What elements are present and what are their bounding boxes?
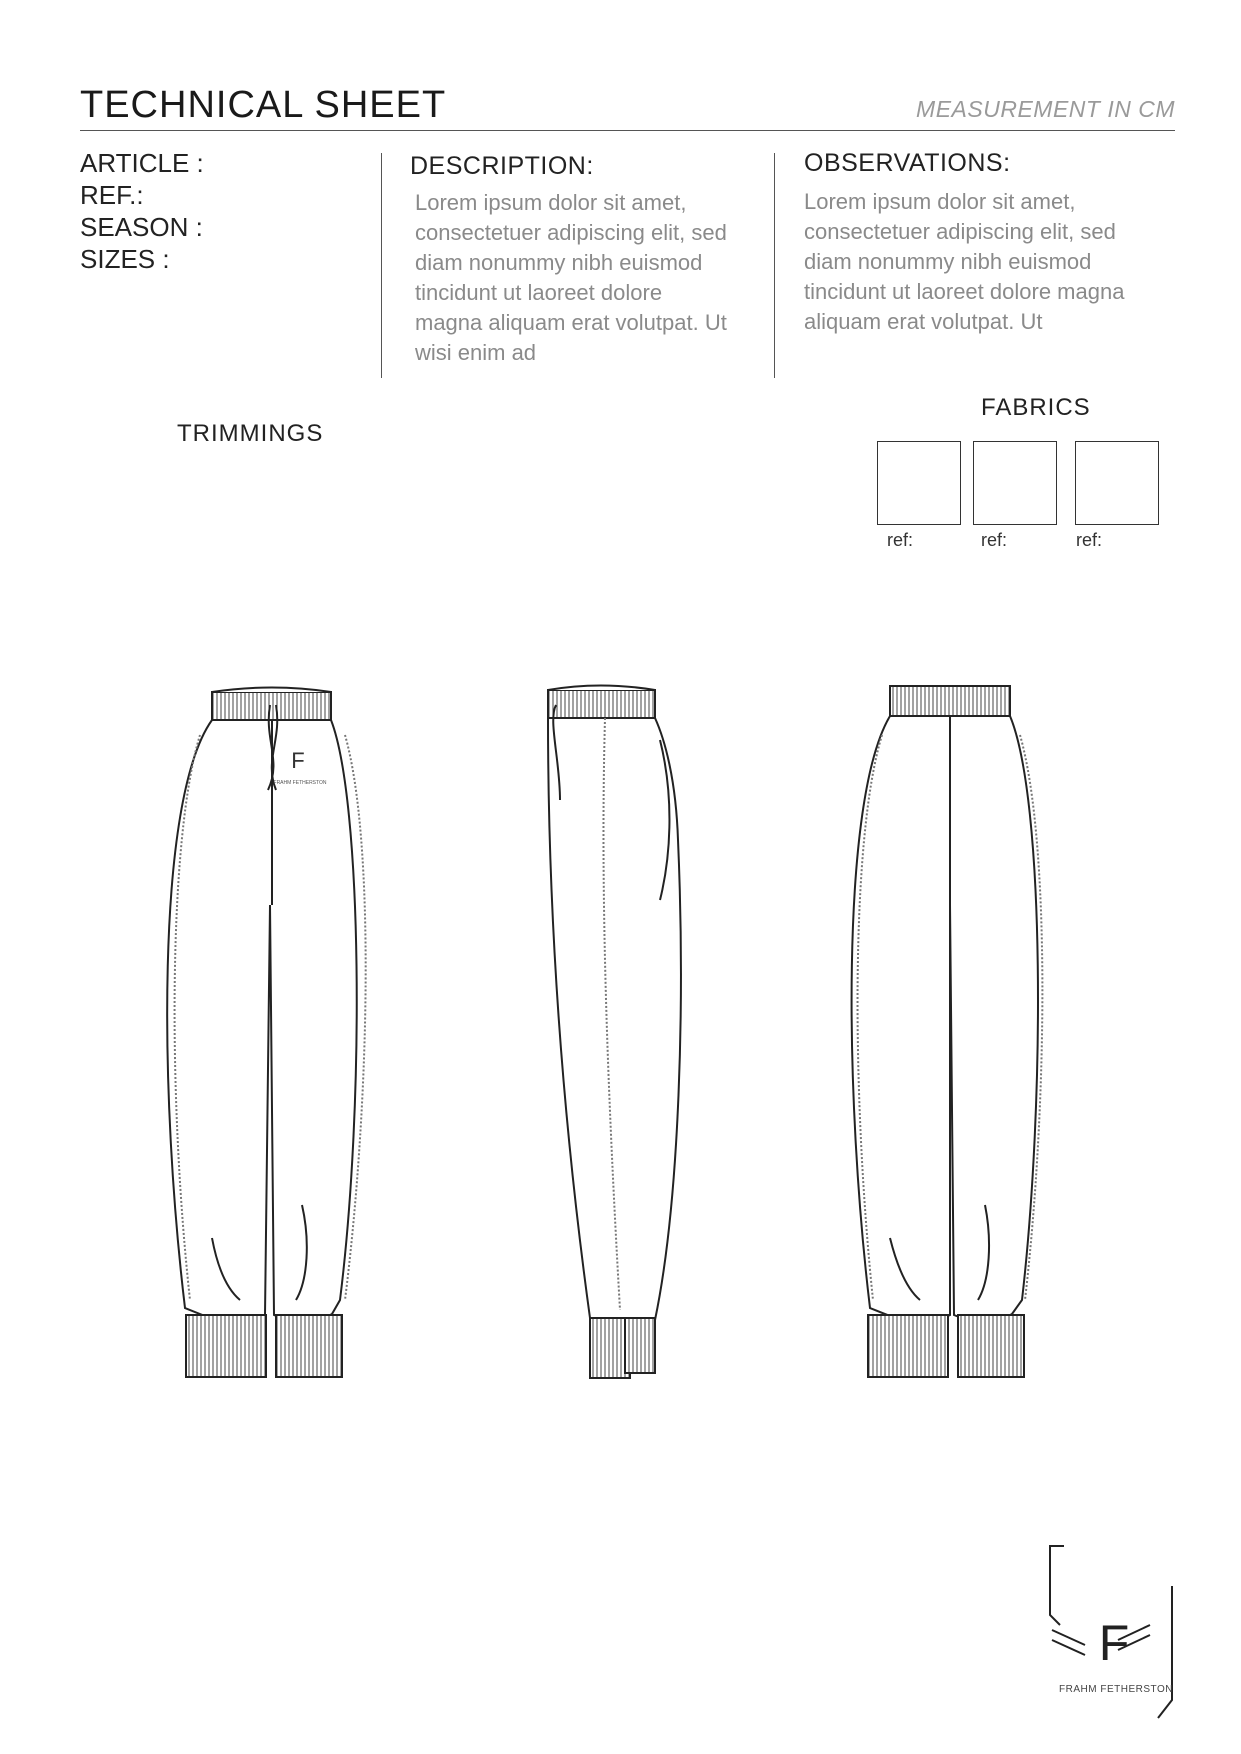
front-view-sketch bbox=[167, 688, 365, 1378]
svg-text:F: F bbox=[291, 748, 305, 773]
fabric-ref-1: ref: bbox=[887, 530, 914, 550]
back-right-cuff bbox=[958, 1315, 1024, 1377]
side-cuff-back bbox=[625, 1318, 655, 1373]
description-line: magna aliquam erat volutpat. Ut bbox=[415, 310, 727, 335]
fabric-ref-3: ref: bbox=[1076, 530, 1103, 550]
sizes-field: SIZES : bbox=[80, 244, 170, 274]
logo-monogram-icon: F bbox=[1098, 1615, 1130, 1671]
back-leg-outline bbox=[852, 716, 1038, 1320]
description-line: diam nonummy nibh euismod bbox=[415, 250, 703, 275]
front-left-cuff bbox=[186, 1315, 266, 1377]
front-logo-label: FRAHM FETHERSTON bbox=[273, 780, 327, 786]
description-heading: DESCRIPTION: bbox=[410, 152, 594, 180]
logo-brand-name: FRAHM FETHERSTON bbox=[1059, 1684, 1173, 1695]
logo-right-bracket bbox=[1158, 1586, 1172, 1718]
front-leg-outline bbox=[167, 720, 357, 1320]
observations-line: consectetuer adipiscing elit, sed bbox=[804, 219, 1116, 244]
brand-logo bbox=[1050, 1546, 1173, 1718]
measurement-unit: MEASUREMENT IN CM bbox=[916, 96, 1175, 122]
side-leg-outline bbox=[548, 718, 681, 1320]
article-field: ARTICLE : bbox=[80, 148, 204, 178]
logo-left-bracket bbox=[1050, 1546, 1064, 1625]
observations-heading: OBSERVATIONS: bbox=[804, 149, 1011, 177]
front-waist-opening bbox=[212, 688, 331, 693]
fabric-ref-2: ref: bbox=[981, 530, 1008, 550]
trimmings-heading: TRIMMINGS bbox=[177, 420, 324, 447]
back-view-sketch bbox=[852, 686, 1043, 1377]
description-line: consectetuer adipiscing elit, sed bbox=[415, 220, 727, 245]
observations-line: tincidunt ut laoreet dolore magna bbox=[804, 279, 1125, 304]
description-line: tincidunt ut laoreet dolore bbox=[415, 280, 663, 305]
description-line: wisi enim ad bbox=[415, 340, 537, 365]
back-waistband bbox=[890, 686, 1010, 716]
description-line: Lorem ipsum dolor sit amet, bbox=[415, 190, 687, 215]
side-waistband bbox=[548, 690, 655, 718]
observations-line: Lorem ipsum dolor sit amet, bbox=[804, 189, 1076, 214]
logo-left-strokes bbox=[1052, 1630, 1085, 1655]
fabrics-heading: FABRICS bbox=[981, 394, 1091, 421]
season-field: SEASON : bbox=[80, 212, 203, 242]
side-view-sketch bbox=[548, 686, 681, 1379]
observations-line: diam nonummy nibh euismod bbox=[804, 249, 1092, 274]
ref-field: REF.: bbox=[80, 180, 144, 210]
page-title: TECHNICAL SHEET bbox=[80, 84, 447, 126]
side-waist-opening bbox=[548, 686, 655, 691]
back-left-cuff bbox=[868, 1315, 948, 1377]
observations-line: aliquam erat volutpat. Ut bbox=[804, 309, 1043, 334]
front-waistband bbox=[212, 692, 331, 720]
front-right-cuff bbox=[276, 1315, 342, 1377]
